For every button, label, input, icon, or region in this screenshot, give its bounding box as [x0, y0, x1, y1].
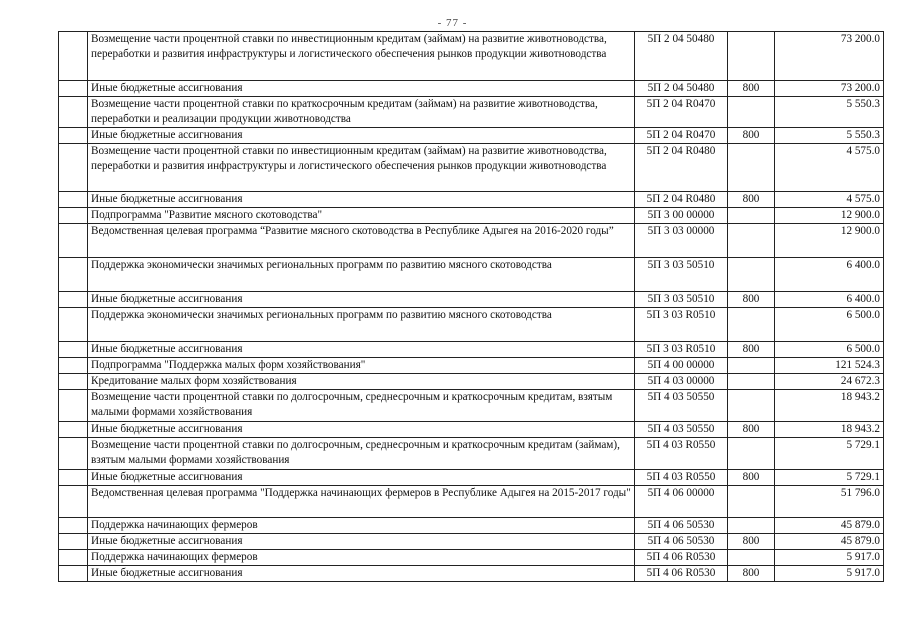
item-name: Ведомственная целевая программа "Поддержка начинающих фермеров в Республике Адыгея на 2015-2017 годы"	[88, 486, 635, 518]
item-code: 5П 3 03 50510	[635, 292, 728, 308]
table-row	[59, 258, 884, 292]
item-expense-type	[728, 308, 775, 342]
item-code: 5П 4 06 50530	[635, 518, 728, 534]
table-row	[59, 438, 884, 470]
spacer-cell	[59, 224, 88, 258]
item-amount: 24 672.3	[775, 374, 884, 390]
item-amount: 18 943.2	[775, 422, 884, 438]
table-row	[59, 224, 884, 258]
item-expense-type	[728, 208, 775, 224]
spacer-cell	[59, 566, 88, 582]
item-amount: 5 550.3	[775, 97, 884, 128]
table-row	[59, 208, 884, 224]
item-code: 5П 4 00 00000	[635, 358, 728, 374]
item-code: 5П 2 04 R0470	[635, 128, 728, 144]
spacer-cell	[59, 308, 88, 342]
table-row	[59, 32, 884, 81]
item-code: 5П 2 04 50480	[635, 81, 728, 97]
item-name: Возмещение части процентной ставки по долгосрочным, среднесрочным и краткосрочным кредитам (займам), взятым малыми формами хозяйствования	[88, 438, 635, 470]
spacer-cell	[59, 534, 88, 550]
item-code: 5П 4 03 R0550	[635, 470, 728, 486]
item-name: Поддержка экономически значимых региональных программ по развитию мясного скотоводства	[88, 258, 635, 292]
spacer-cell	[59, 438, 88, 470]
spacer-cell	[59, 390, 88, 422]
item-code: 5П 3 03 50510	[635, 258, 728, 292]
table-row	[59, 470, 884, 486]
spacer-cell	[59, 208, 88, 224]
item-amount: 5 917.0	[775, 566, 884, 582]
spacer-cell	[59, 292, 88, 308]
item-name: Поддержка начинающих фермеров	[88, 550, 635, 566]
item-name: Иные бюджетные ассигнования	[88, 342, 635, 358]
item-name: Иные бюджетные ассигнования	[88, 422, 635, 438]
item-name: Возмещение части процентной ставки по инвестиционным кредитам (займам) на развитие животноводства, переработки и развития инфраструктуры и логистического обеспечения рынков продукции животноводства	[88, 144, 635, 192]
item-name: Иные бюджетные ассигнования	[88, 192, 635, 208]
item-amount: 45 879.0	[775, 534, 884, 550]
item-amount: 4 575.0	[775, 144, 884, 192]
item-code: 5П 2 04 R0480	[635, 192, 728, 208]
table-row	[59, 518, 884, 534]
table-row	[59, 308, 884, 342]
spacer-cell	[59, 81, 88, 97]
item-code: 5П 4 03 50550	[635, 422, 728, 438]
item-expense-type	[728, 224, 775, 258]
item-code: 5П 4 03 50550	[635, 390, 728, 422]
item-amount: 12 900.0	[775, 208, 884, 224]
item-expense-type	[728, 97, 775, 128]
item-code: 5П 3 03 R0510	[635, 342, 728, 358]
item-code: 5П 2 04 R0480	[635, 144, 728, 192]
item-amount: 5 729.1	[775, 470, 884, 486]
item-name: Подпрограмма "Развитие мясного скотоводства"	[88, 208, 635, 224]
page-number: - 77 -	[437, 17, 468, 29]
item-code: 5П 4 06 50530	[635, 534, 728, 550]
item-code: 5П 4 03 00000	[635, 374, 728, 390]
item-name: Иные бюджетные ассигнования	[88, 292, 635, 308]
item-code: 5П 2 04 R0470	[635, 97, 728, 128]
item-amount: 51 796.0	[775, 486, 884, 518]
spacer-cell	[59, 374, 88, 390]
item-code: 5П 4 03 R0550	[635, 438, 728, 470]
table-row	[59, 292, 884, 308]
table-row	[59, 422, 884, 438]
item-expense-type	[728, 258, 775, 292]
budget-table-body	[59, 32, 884, 582]
item-amount: 18 943.2	[775, 390, 884, 422]
spacer-cell	[59, 97, 88, 128]
item-expense-type	[728, 374, 775, 390]
item-expense-type: 800	[728, 566, 775, 582]
spacer-cell	[59, 144, 88, 192]
table-row	[59, 128, 884, 144]
table-row	[59, 566, 884, 582]
table-row	[59, 342, 884, 358]
table-row	[59, 486, 884, 518]
spacer-cell	[59, 486, 88, 518]
table-row	[59, 192, 884, 208]
item-code: 5П 3 03 R0510	[635, 308, 728, 342]
budget-table	[58, 31, 884, 582]
item-expense-type: 800	[728, 470, 775, 486]
item-amount: 5 550.3	[775, 128, 884, 144]
item-name: Иные бюджетные ассигнования	[88, 534, 635, 550]
item-expense-type: 800	[728, 342, 775, 358]
spacer-cell	[59, 128, 88, 144]
table-row	[59, 374, 884, 390]
item-code: 5П 2 04 50480	[635, 32, 728, 81]
item-name: Поддержка начинающих фермеров	[88, 518, 635, 534]
item-amount: 5 729.1	[775, 438, 884, 470]
item-expense-type: 800	[728, 192, 775, 208]
item-expense-type: 800	[728, 81, 775, 97]
item-name: Иные бюджетные ассигнования	[88, 470, 635, 486]
spacer-cell	[59, 258, 88, 292]
item-amount: 73 200.0	[775, 81, 884, 97]
item-amount: 121 524.3	[775, 358, 884, 374]
item-code: 5П 4 06 R0530	[635, 566, 728, 582]
item-expense-type	[728, 438, 775, 470]
item-amount: 6 500.0	[775, 308, 884, 342]
item-code: 5П 4 06 00000	[635, 486, 728, 518]
table-row	[59, 97, 884, 128]
item-code: 5П 3 00 00000	[635, 208, 728, 224]
item-expense-type	[728, 390, 775, 422]
spacer-cell	[59, 192, 88, 208]
item-amount: 6 500.0	[775, 342, 884, 358]
item-expense-type	[728, 518, 775, 534]
item-name: Подпрограмма "Поддержка малых форм хозяйствования"	[88, 358, 635, 374]
item-amount: 4 575.0	[775, 192, 884, 208]
item-name: Иные бюджетные ассигнования	[88, 128, 635, 144]
item-amount: 6 400.0	[775, 258, 884, 292]
item-amount: 12 900.0	[775, 224, 884, 258]
item-expense-type: 800	[728, 128, 775, 144]
item-amount: 6 400.0	[775, 292, 884, 308]
table-row	[59, 390, 884, 422]
item-expense-type	[728, 486, 775, 518]
item-name: Поддержка экономически значимых региональных программ по развитию мясного скотоводства	[88, 308, 635, 342]
item-name: Возмещение части процентной ставки по инвестиционным кредитам (займам) на развитие животноводства, переработки и развития инфраструктуры и логистического обеспечения рынков продукции животноводства	[88, 32, 635, 81]
table-row	[59, 550, 884, 566]
table-row	[59, 358, 884, 374]
item-expense-type	[728, 550, 775, 566]
table-row	[59, 144, 884, 192]
item-code: 5П 3 03 00000	[635, 224, 728, 258]
item-name: Иные бюджетные ассигнования	[88, 81, 635, 97]
item-amount: 45 879.0	[775, 518, 884, 534]
item-name: Ведомственная целевая программа “Развитие мясного скотоводства в Республике Адыгея на 2016-2020 годы”	[88, 224, 635, 258]
spacer-cell	[59, 342, 88, 358]
item-expense-type	[728, 32, 775, 81]
item-name: Возмещение части процентной ставки по долгосрочным, среднесрочным и краткосрочным кредитам, взятым малыми формами хозяйствования	[88, 390, 635, 422]
item-expense-type: 800	[728, 292, 775, 308]
item-expense-type	[728, 144, 775, 192]
item-name: Иные бюджетные ассигнования	[88, 566, 635, 582]
item-expense-type: 800	[728, 422, 775, 438]
spacer-cell	[59, 518, 88, 534]
item-expense-type: 800	[728, 534, 775, 550]
item-name: Возмещение части процентной ставки по краткосрочным кредитам (займам) на развитие животноводства, переработки и реализации продукции животноводства	[88, 97, 635, 128]
item-name: Кредитование малых форм хозяйствования	[88, 374, 635, 390]
item-amount: 73 200.0	[775, 32, 884, 81]
spacer-cell	[59, 358, 88, 374]
spacer-cell	[59, 550, 88, 566]
spacer-cell	[59, 422, 88, 438]
item-code: 5П 4 06 R0530	[635, 550, 728, 566]
spacer-cell	[59, 32, 88, 81]
item-expense-type	[728, 358, 775, 374]
spacer-cell	[59, 470, 88, 486]
item-amount: 5 917.0	[775, 550, 884, 566]
table-row	[59, 81, 884, 97]
table-row	[59, 534, 884, 550]
